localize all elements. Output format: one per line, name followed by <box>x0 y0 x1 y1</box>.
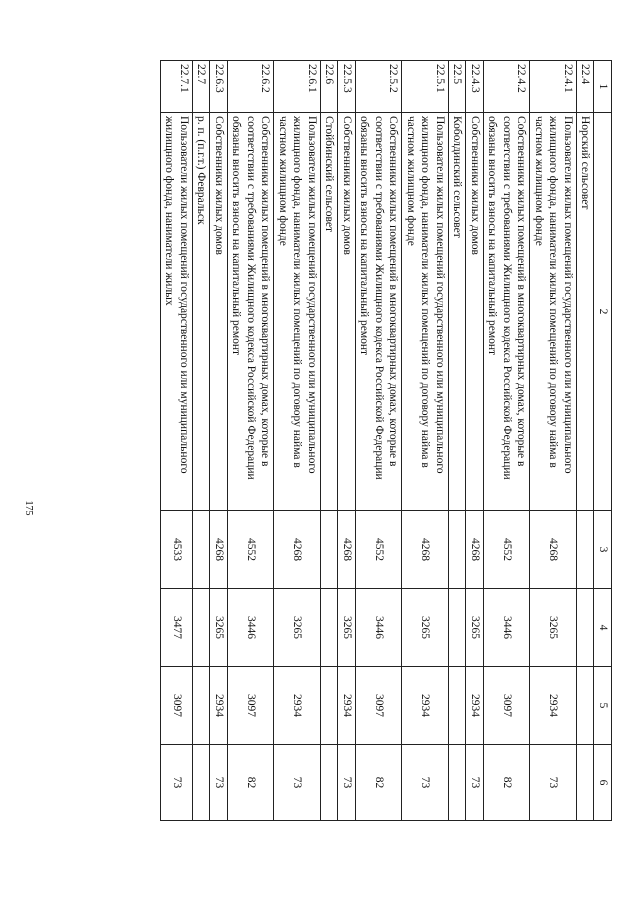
row-value-cell: 82 <box>356 745 403 821</box>
row-value-cell: 4268 <box>210 511 228 589</box>
row-value-cell <box>193 745 211 821</box>
row-value-cell <box>321 511 339 589</box>
row-value-cell: 73 <box>466 745 484 821</box>
row-code-cell: 22.6.2 <box>228 61 275 113</box>
table-row <box>466 61 484 821</box>
row-code-cell: 22.4.3 <box>466 61 484 113</box>
header-cell: 4 <box>594 589 612 667</box>
row-code-cell: 22.4 <box>577 61 595 113</box>
row-value-cell: 4552 <box>356 511 403 589</box>
row-value-cell <box>449 511 467 589</box>
row-value-cell: 73 <box>274 745 321 821</box>
table-row <box>338 61 356 821</box>
row-value-cell: 73 <box>210 745 228 821</box>
row-value-cell: 3477 <box>161 589 193 667</box>
row-value-cell: 3265 <box>274 589 321 667</box>
row-code-cell: 22.6.3 <box>210 61 228 113</box>
header-cell: 2 <box>594 113 612 511</box>
row-value-cell <box>577 667 595 745</box>
page-number: 175 <box>23 500 34 516</box>
row-value-cell: 3097 <box>228 667 275 745</box>
row-value-cell: 3265 <box>402 589 449 667</box>
row-value-cell: 82 <box>484 745 531 821</box>
header-cell: 6 <box>594 745 612 821</box>
row-code-cell: 22.5 <box>449 61 467 113</box>
row-name-cell: Собственники жилых помещений в многоквартирных домах, которые в соответствии с требованиями Жилищного кодекса Российской Федерации обязаны вносить взносы на капитальный ремонт <box>484 113 531 511</box>
row-code-cell: 22.5.1 <box>402 61 449 113</box>
row-name-cell: Собственники жилых домов <box>338 113 356 511</box>
row-value-cell <box>193 589 211 667</box>
header-cell: 5 <box>594 667 612 745</box>
row-value-cell: 2934 <box>530 667 577 745</box>
table-row <box>449 61 467 821</box>
row-value-cell <box>321 589 339 667</box>
row-code-cell: 22.5.3 <box>338 61 356 113</box>
tariff-table <box>160 60 612 821</box>
row-value-cell: 4268 <box>530 511 577 589</box>
row-name-cell: Пользователи жилых помещений государственного или муниципального жилищного фонда, наниматели жилых помещений по договору найма в частном жилищном фонде <box>402 113 449 511</box>
row-value-cell: 73 <box>338 745 356 821</box>
row-name-cell: Стойбинский сельсовет <box>321 113 339 511</box>
row-name-cell: Пользователи жилых помещений государственного или муниципального жилищного фонда, наниматели жилых помещений по договору найма в частном жилищном фонде <box>274 113 321 511</box>
row-value-cell: 3446 <box>228 589 275 667</box>
row-name-cell: Коболдинский сельсовет <box>449 113 467 511</box>
row-value-cell: 3446 <box>356 589 403 667</box>
row-value-cell: 4552 <box>484 511 531 589</box>
row-value-cell: 4268 <box>466 511 484 589</box>
header-cell: 3 <box>594 511 612 589</box>
table-row <box>484 61 531 821</box>
row-value-cell <box>577 511 595 589</box>
row-value-cell <box>193 511 211 589</box>
row-value-cell: 73 <box>161 745 193 821</box>
table-row <box>274 61 321 821</box>
row-code-cell: 22.6 <box>321 61 339 113</box>
row-name-cell: Пользователи жилых помещений государственного или муниципального жилищного фонда, наниматели жилых <box>161 113 193 511</box>
row-name-cell: Норский сельсовет <box>577 113 595 511</box>
row-value-cell <box>449 589 467 667</box>
row-value-cell: 2934 <box>274 667 321 745</box>
row-name-cell: Собственники жилых домов <box>466 113 484 511</box>
row-name-cell: Собственники жилых помещений в многоквартирных домах, которые в соответствии с требованиями Жилищного кодекса Российской Федерации обязаны вносить взносы на капитальный ремонт <box>356 113 403 511</box>
row-value-cell: 3265 <box>466 589 484 667</box>
row-name-cell: Собственники жилых домов <box>210 113 228 511</box>
row-value-cell: 2934 <box>402 667 449 745</box>
table-row <box>161 61 193 821</box>
row-value-cell: 73 <box>530 745 577 821</box>
row-value-cell <box>449 745 467 821</box>
table-row <box>577 61 595 821</box>
row-value-cell <box>449 667 467 745</box>
row-value-cell: 3097 <box>161 667 193 745</box>
row-value-cell: 3097 <box>356 667 403 745</box>
row-code-cell: 22.7.1 <box>161 61 193 113</box>
row-value-cell <box>321 667 339 745</box>
row-value-cell: 2934 <box>466 667 484 745</box>
row-code-cell: 22.4.1 <box>530 61 577 113</box>
row-value-cell <box>193 667 211 745</box>
table-row <box>356 61 403 821</box>
row-name-cell: Пользователи жилых помещений государственного или муниципального жилищного фонда, наниматели жилых помещений по договору найма в частном жилищном фонде <box>530 113 577 511</box>
row-value-cell: 4533 <box>161 511 193 589</box>
table-row <box>228 61 275 821</box>
table-row <box>402 61 449 821</box>
rotated-table-wrapper <box>100 60 612 820</box>
row-name-cell: р. п. (п.г.т.) Февральск <box>193 113 211 511</box>
table-row <box>193 61 211 821</box>
row-value-cell: 4268 <box>338 511 356 589</box>
row-value-cell: 4268 <box>274 511 321 589</box>
row-value-cell: 3097 <box>484 667 531 745</box>
row-value-cell: 3446 <box>484 589 531 667</box>
row-code-cell: 22.4.2 <box>484 61 531 113</box>
table-header-row <box>594 61 612 821</box>
row-value-cell: 3265 <box>338 589 356 667</box>
row-value-cell: 2934 <box>210 667 228 745</box>
row-name-cell: Собственники жилых помещений в многоквартирных домах, которые в соответствии с требованиями Жилищного кодекса Российской Федерации обязаны вносить взносы на капитальный ремонт <box>228 113 275 511</box>
row-value-cell: 4268 <box>402 511 449 589</box>
row-value-cell: 82 <box>228 745 275 821</box>
header-cell: 1 <box>594 61 612 113</box>
row-code-cell: 22.5.2 <box>356 61 403 113</box>
table-row <box>530 61 577 821</box>
row-value-cell <box>577 589 595 667</box>
row-value-cell <box>577 745 595 821</box>
table-row <box>321 61 339 821</box>
table-row <box>210 61 228 821</box>
row-value-cell: 3265 <box>210 589 228 667</box>
row-code-cell: 22.7 <box>193 61 211 113</box>
row-value-cell: 4552 <box>228 511 275 589</box>
row-value-cell: 3265 <box>530 589 577 667</box>
row-value-cell: 2934 <box>338 667 356 745</box>
row-value-cell: 73 <box>402 745 449 821</box>
row-value-cell <box>321 745 339 821</box>
row-code-cell: 22.6.1 <box>274 61 321 113</box>
